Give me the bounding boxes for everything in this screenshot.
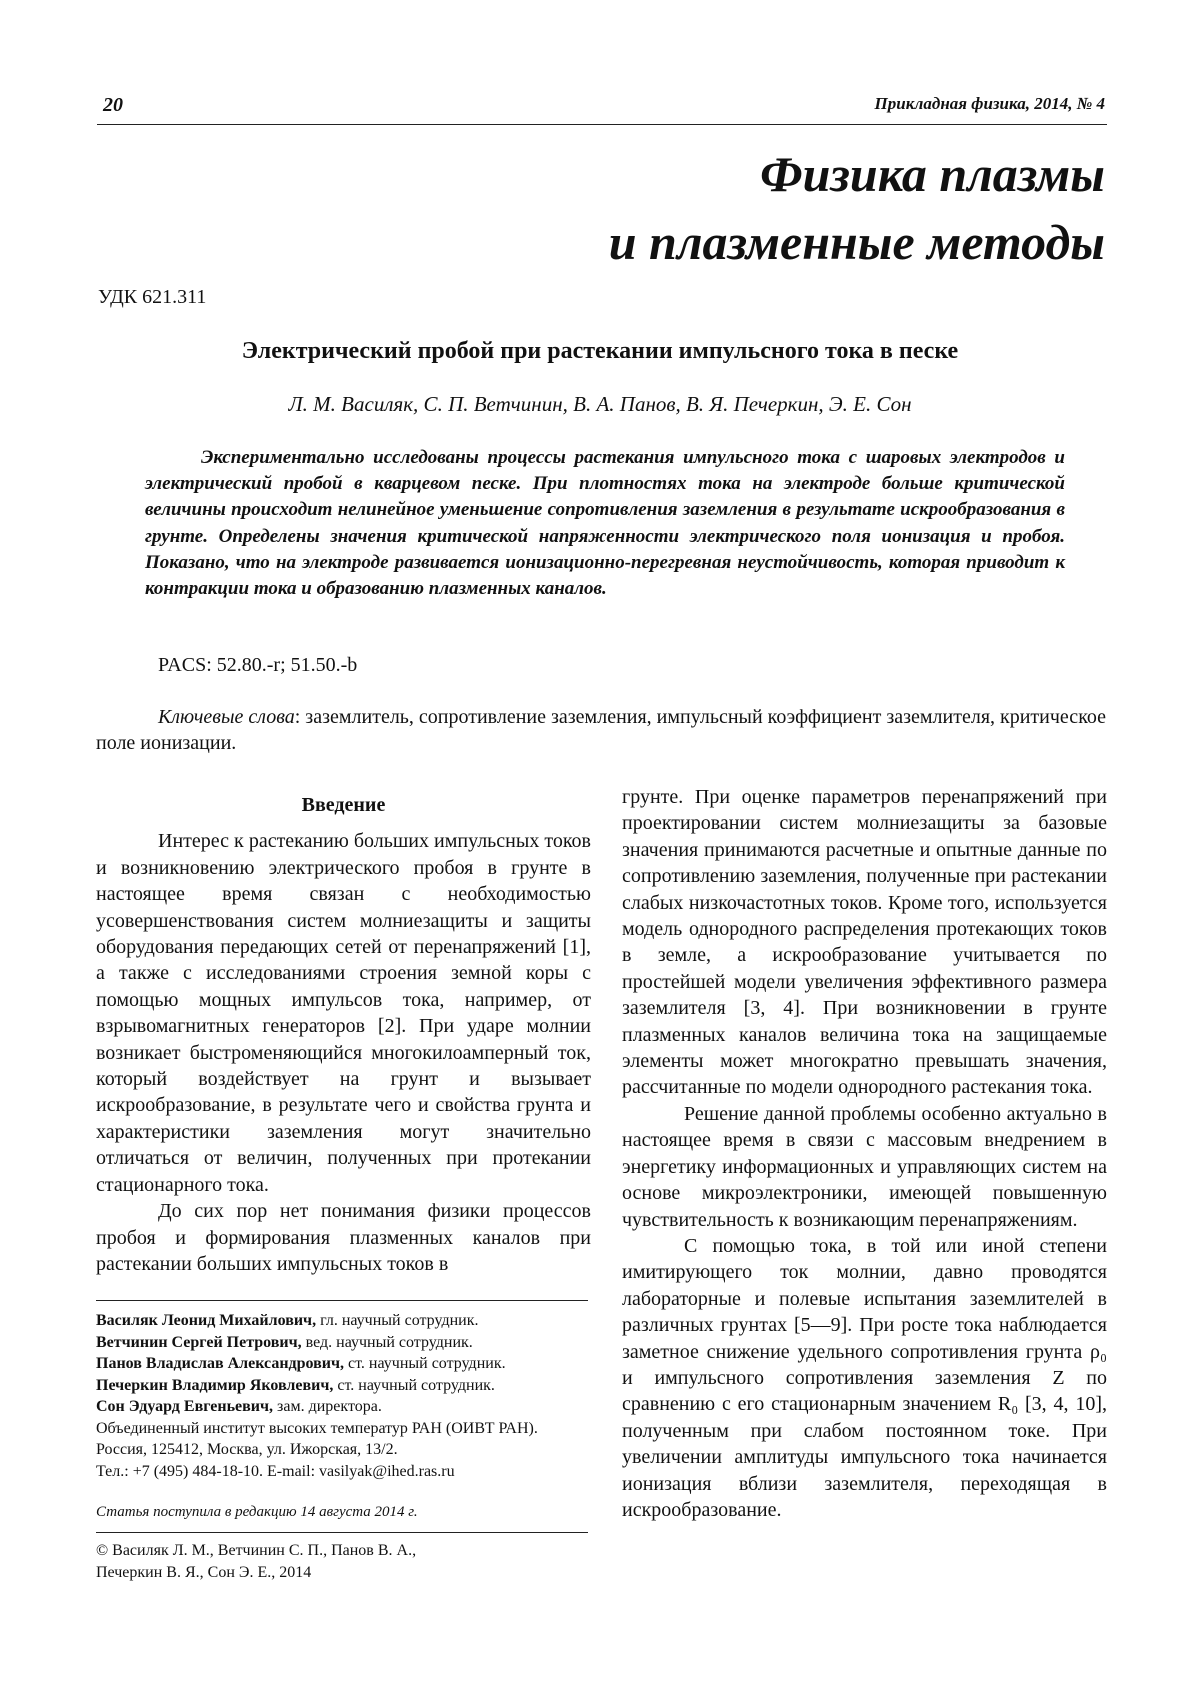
keywords-text: : заземлитель, сопротивление заземления, импульсный коэффициент заземлителя, критическое поле ионизации. [96, 706, 1107, 754]
author-name: Ветчинин Сергей Петрович, [96, 1333, 302, 1351]
keywords [96, 704, 1106, 756]
author-role: гл. научный сотрудник. [316, 1312, 479, 1329]
institute: Объединенный институт высоких температур РАН (ОИВТ РАН). [96, 1419, 538, 1437]
author-affiliation [96, 1396, 596, 1418]
abstract: Экспериментально исследованы процессы растекания импульсного тока с шаровых электродов и электрический пробой в кварцевом песке. При плотностях тока на электроде больше критической величины происходит нелинейное уменьшение сопротивления заземления в результате искрообразования в грунте. Определены значения критической напряженности электрического поля ионизация и пробоя. Показано, что на электроде развивается ионизационно-перегревная неустойчивость, которая приводит к контракции тока и образованию плазменных каналов. [145, 447, 1065, 600]
author-role: зам. директора. [273, 1398, 382, 1415]
udc-code: УДК 621.311 [98, 286, 207, 308]
author-name: Панов Владислав Александрович, [96, 1355, 345, 1372]
author-name: Василяк Леонид Михайлович, [96, 1312, 317, 1329]
footnote-divider [96, 1300, 588, 1301]
authors-line: Л. М. Василяк, С. П. Ветчинин, В. А. Панов, В. Я. Печеркин, Э. Е. Сон [288, 392, 912, 416]
paragraph: До сих пор нет понимания физики процессов пробоя и формирования плазменных каналов при растекании больших импульсных токов в [96, 1200, 591, 1275]
paragraph: С помощью тока, в той или иной степени имитирующего ток молнии, давно проводятся лабораторные и полевые испытания заземлителей в различных грунтах [5—9]. При росте тока наблюдается заметное снижение удельного сопротивления грунта ρ₀ и импульсного сопротивления заземления Z по сравнению с его стационарным значением R₀ [3, 4, 10], полученным при слабом постоянном токе. При увеличении амплитуды импульсного тока начинается ионизация вблизи заземлителя, переходящая в искрообразование. [622, 1234, 1107, 1521]
author-affiliation [96, 1332, 596, 1354]
author-affiliation [96, 1310, 596, 1332]
section-title-line1: Физика плазмы [760, 146, 1105, 202]
header-divider [97, 124, 1107, 125]
author-affiliation [96, 1375, 596, 1397]
author-role: вед. научный сотрудник. [301, 1333, 473, 1351]
author-footnote [96, 1310, 596, 1482]
article-title: Электрический пробой при растекании импульсного тока в песке [241, 338, 959, 364]
copyright-line: © Василяк Л. М., Ветчинин С. П., Панов В. А., [96, 1542, 417, 1559]
author-name: Печеркин Владимир Яковлевич, [96, 1376, 334, 1394]
right-column [622, 784, 1107, 1523]
paragraph: грунте. При оценке параметров перенапряжений при проектировании систем молниезащиты за базовые значения принимаются расчетные и опытные данные по сопротивлению заземления, полученные при растекании слабых низкочастотных токов. Кроме того, используется модель однородного распределения протекающих токов в земле, а искрообразование учитывается по простейшей модели увеличения эффективного размера заземлителя [3, 4]. При возникновении в грунте плазменных каналов величина тока на защищаемые элементы может многократно превышать значения, рассчитанные по модели однородного растекания тока. [622, 786, 1107, 1099]
section-title [609, 140, 1105, 276]
journal-info: Прикладная физика, 2014, № 4 [874, 94, 1105, 113]
pacs-codes: PACS: 52.80.-r; 51.50.-b [158, 654, 358, 676]
copyright-divider [96, 1532, 588, 1533]
left-column [96, 792, 591, 1277]
paragraph: Решение данной проблемы особенно актуально в настоящее время в связи с массовым внедрением в энергетику информационных и управляющих систем на основе микроэлектроники, имеющей повышенную чувствительность к возникающим перенапряжениям. [622, 1102, 1107, 1231]
author-name: Сон Эдуард Евгеньевич, [96, 1398, 274, 1415]
received-date: Статья поступила в редакцию 14 августа 2014 г. [96, 1504, 418, 1520]
copyright [96, 1540, 596, 1583]
section-heading-introduction: Введение [301, 794, 386, 816]
section-title-line2: и плазменные методы [608, 214, 1105, 270]
page-number: 20 [103, 94, 123, 116]
author-affiliation [96, 1353, 596, 1375]
copyright-line: Печеркин В. Я., Сон Э. Е., 2014 [96, 1563, 312, 1581]
author-role: ст. научный сотрудник. [333, 1376, 495, 1394]
paragraph: Интерес к растеканию больших импульсных токов и возникновению электрического пробоя в грунте в настоящее время связан с необходимостью усовершенствования систем молниезащиты и защиты оборудования передающих сетей от перенапряжений [1], а также с исследованиями строения земной коры с помощью мощных импульсов тока, например, от взрывомагнитных генераторов [2]. При ударе молнии возникает быстроменяющийся многокилоамперный ток, который воздействует на грунт и вызывает искрообразование, в результате чего и свойства грунта и характеристики заземления могут значительно отличаться от величин, полученных при протекании стационарного тока. [96, 830, 591, 1196]
author-role: ст. научный сотрудник. [344, 1355, 506, 1372]
address: Россия, 125412, Москва, ул. Ижорская, 13/2. [96, 1441, 398, 1458]
keywords-label: Ключевые слова [158, 706, 295, 728]
contacts: Тел.: +7 (495) 484-18-10. E-mail: vasilyak@ihed.ras.ru [96, 1462, 455, 1480]
